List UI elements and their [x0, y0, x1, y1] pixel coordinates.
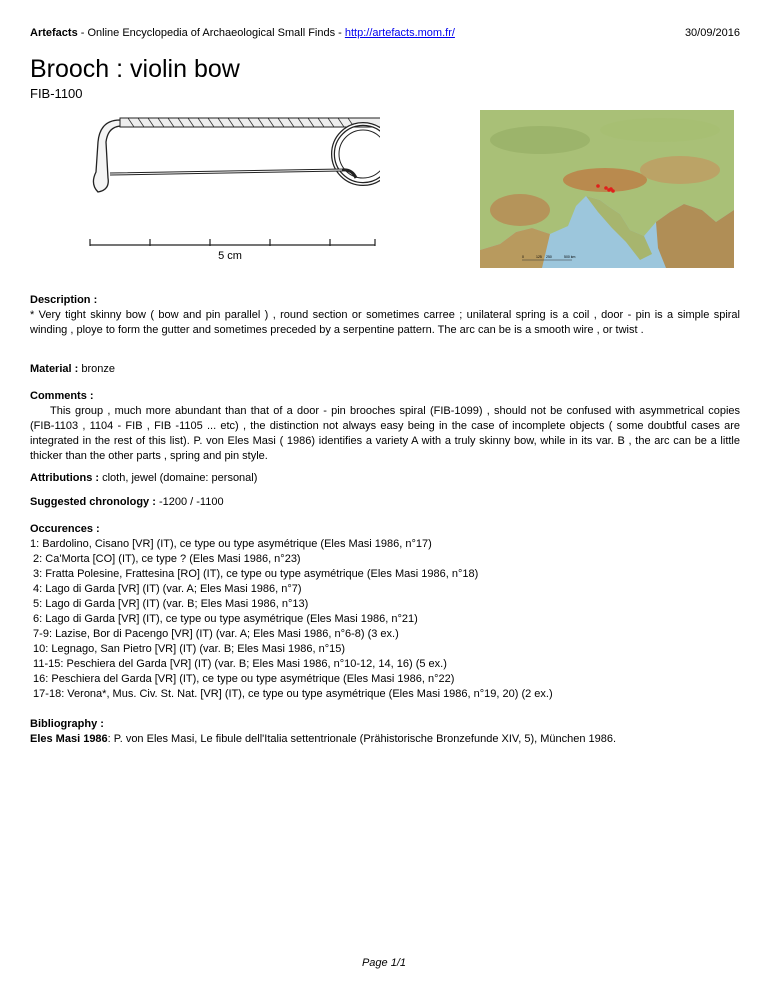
comments-section: [30, 389, 740, 464]
material-section: [30, 362, 740, 377]
chronology-value: -1200 / -1100: [155, 496, 224, 508]
attributions-section: [30, 471, 740, 486]
attributions-value: cloth, jewel (domaine: personal): [99, 472, 258, 484]
brooch-drawing-image: [80, 112, 380, 267]
svg-text:0: 0: [522, 255, 524, 259]
attributions-label: Attributions :: [30, 472, 100, 484]
occurence-item: 7-9: Lazise, Bor di Pacengo [VR] (IT) (var. A; Eles Masi 1986, n°6-8) (3 ex.): [30, 628, 399, 640]
occurences-section: [30, 522, 740, 702]
occurence-item: 3: Fratta Polesine, Frattesina [RO] (IT), ce type ou type asymétrique (Eles Masi 1986, n°18): [30, 568, 479, 580]
description-section: [30, 293, 740, 338]
occurence-item: 4: Lago di Garda [VR] (IT) (var. A; Eles Masi 1986, n°7): [30, 583, 302, 595]
page-title: Brooch : violin bow: [30, 55, 240, 83]
comments-label: Comments :: [30, 390, 94, 402]
site-url-link[interactable]: http://artefacts.mom.fr/: [344, 27, 455, 39]
bibliography-label: Bibliography :: [30, 718, 104, 730]
site-brand: Artefacts: [30, 27, 78, 39]
occurence-item: 2: Ca'Morta [CO] (IT), ce type ? (Eles Masi 1986, n°23): [30, 553, 301, 565]
comments-text: This group , much more abundant than that of a door - pin brooches spiral (FIB-1099) , should not be confused with asymmetrical copies (FIB-1103 , 1104 - FIB , FIB -1105 ... etc) , the distinction not always easy being in the case of incomplete objects ( some doubtful cases are integrated in the rest of this list). P. von Eles Masi ( 1986) identifies a variety A with a truly skinny bow, while in its var. B , the arc can be a little thicker than the other parts , spring and pin style.: [30, 405, 740, 462]
chronology-section: [30, 495, 740, 510]
occurence-item: 5: Lago di Garda [VR] (IT) (var. B; Eles Masi 1986, n°13): [30, 598, 309, 610]
page-header: [30, 27, 740, 39]
chronology-label: Suggested chronology :: [30, 496, 156, 508]
description-text: * Very tight skinny bow ( bow and pin parallel ) , round section or sometimes carree ; unilateral spring is a coil , door - pin is a simple spiral winding , ploye to form the gutter and sometimes preceded by a serpentine pattern. The arc can be is a smooth wire , or twist .: [30, 309, 740, 336]
occurence-item: 6: Lago di Garda [VR] (IT), ce type ou type asymétrique (Eles Masi 1986, n°21): [30, 613, 418, 625]
occurence-item: 16: Peschiera del Garda [VR] (IT), ce type ou type asymétrique (Eles Masi 1986, n°22): [30, 673, 455, 685]
scale-label: 5 cm: [218, 250, 242, 262]
print-date: 30/09/2016: [684, 27, 740, 39]
occurence-item: 10: Legnago, San Pietro [VR] (IT) (var. B; Eles Masi 1986, n°15): [30, 643, 345, 655]
bibliography-entry: [30, 732, 740, 747]
distribution-map-image: [480, 110, 734, 268]
svg-text:250: 250: [546, 255, 552, 259]
artefact-code: FIB-1100: [30, 86, 83, 101]
occurence-item: 17-18: Verona*, Mus. Civ. St. Nat. [VR] (IT), ce type ou type asymétrique (Eles Masi 1986, n°19, 20) (2 ex.): [30, 688, 553, 700]
svg-text:500 km: 500 km: [564, 255, 576, 259]
material-value: bronze: [78, 363, 115, 375]
bibliography-section: [30, 717, 740, 747]
material-label: Material :: [30, 363, 79, 375]
occurences-label: Occurences :: [30, 523, 100, 535]
svg-text:125: 125: [536, 255, 542, 259]
occurence-item: 11-15: Peschiera del Garda [VR] (IT) (var. B; Eles Masi 1986, n°10-12, 14, 16) (5 ex.): [30, 658, 447, 670]
page-number: Page 1/1: [361, 957, 407, 969]
description-label: Description :: [30, 294, 98, 306]
bibliography-key: Eles Masi 1986: [30, 733, 108, 745]
site-subtitle: - Online Encyclopedia of Archaeological Small Finds -: [77, 27, 345, 39]
occurence-item: 1: Bardolino, Cisano [VR] (IT), ce type ou type asymétrique (Eles Masi 1986, n°17): [30, 538, 432, 550]
bibliography-text: : P. von Eles Masi, Le fibule dell'Italia settentrionale (Prähistorische Bronzefunde XIV, 5), München 1986.: [107, 733, 617, 745]
